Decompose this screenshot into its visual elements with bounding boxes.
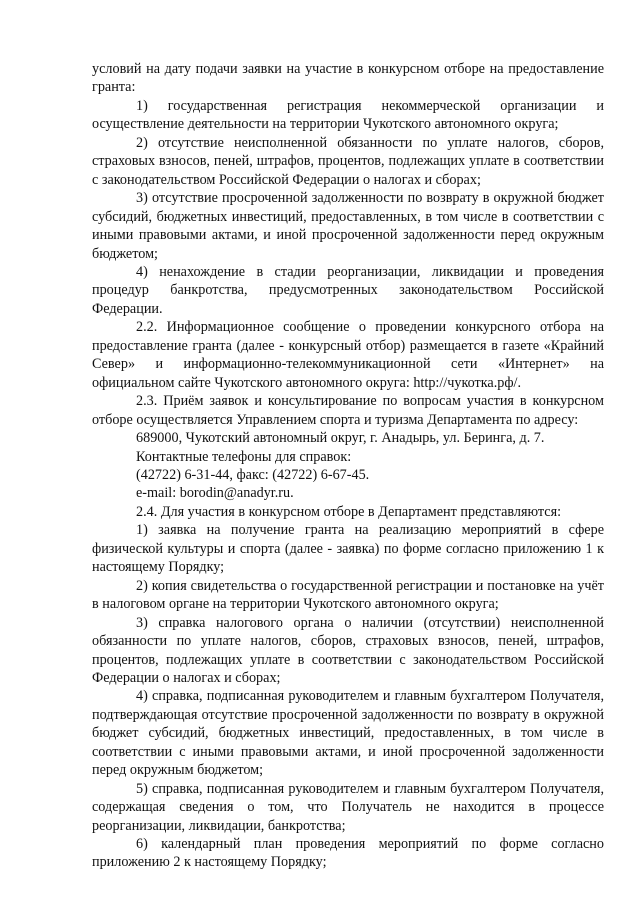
paragraph-document-4: 4) справка, подписанная руководителем и главным бухгалтером Получателя, подтверждающая отсутствие просроченной задолженности по возврату в окружной бюджет субсидий, бюджетных инвестиций, предоставленных, в том числе в соответствии с иными правовыми актами, и иной просроченной задолженности перед окружным бюджетом;	[92, 688, 604, 779]
paragraph-continuation: условий на дату подачи заявки на участие в конкурсном отборе на предоставление гранта:	[92, 61, 604, 96]
paragraph-document-6: 6) календарный план проведения мероприятий по форме согласно приложению 2 к настоящему Порядку;	[92, 836, 604, 871]
paragraph-condition-2: 2) отсутствие неисполненной обязанности по уплате налогов, сборов, страховых взносов, пеней, штрафов, процентов, подлежащих уплате в соответствии с законодательством Российской Федерации о налогах и сборах;	[92, 134, 604, 188]
phones-heading: Контактные телефоны для справок:	[136, 448, 352, 465]
paragraph-document-5: 5) справка, подписанная руководителем и главным бухгалтером Получателя, содержащая сведения о том, что Получатель не находится в процессе реорганизации, ликвидации, банкротства;	[92, 780, 604, 834]
phones-line: (42722) 6-31-44, факс: (42722) 6-67-45.	[136, 466, 370, 483]
paragraph-document-3: 3) справка налогового органа о наличии (отсутствии) неисполненной обязанности по уплате налогов, сборов, страховых взносов, пеней, штрафов, процентов, подлежащих уплате в соответствии с законодательством Российской Федерации о налогах и сборах;	[92, 614, 604, 686]
paragraph-section-2-2: 2.2. Информационное сообщение о проведении конкурсного отбора на предоставление гранта (далее - конкурсный отбор) размещается в газете «Крайний Север» и информационно-телекоммуникационной сети «Интернет» на официальном сайте Чукотского автономного округа: http://чукотка.рф/.	[92, 319, 604, 391]
paragraph-document-1: 1) заявка на получение гранта на реализацию мероприятий в сфере физической культуры и спорта (далее - заявка) по форме согласно приложению 1 к настоящему Порядку;	[92, 522, 604, 576]
address-line: 689000, Чукотский автономный округ, г. Анадырь, ул. Беринга, д. 7.	[136, 430, 545, 447]
email-line: e-mail: borodin@anadyr.ru.	[136, 485, 294, 502]
paragraph-section-2-3: 2.3. Приём заявок и консультирование по вопросам участия в конкурсном отборе осуществляется Управлением спорта и туризма Департамента по адресу:	[92, 393, 604, 428]
document-page	[92, 60, 604, 872]
paragraph-document-2: 2) копия свидетельства о государственной регистрации и постановке на учёт в налоговом органе на территории Чукотского автономного округа;	[92, 577, 604, 613]
paragraph-section-2-4: 2.4. Для участия в конкурсном отборе в Департамент представляются:	[136, 503, 562, 520]
paragraph-condition-4: 4) ненахождение в стадии реорганизации, ликвидации и проведения процедур банкротства, предусмотренных законодательством Российской Федерации.	[92, 263, 604, 317]
paragraph-condition-3: 3) отсутствие просроченной задолженности по возврату в окружной бюджет субсидий, бюджетных инвестиций, предоставленных, в том числе в соответствии с иными правовыми актами, и иной просроченной задолженности перед окружным бюджетом;	[92, 190, 604, 262]
paragraph-condition-1: 1) государственная регистрация некоммерческой организации и осуществление деятельности на территории Чукотского автономного округа;	[92, 97, 604, 133]
